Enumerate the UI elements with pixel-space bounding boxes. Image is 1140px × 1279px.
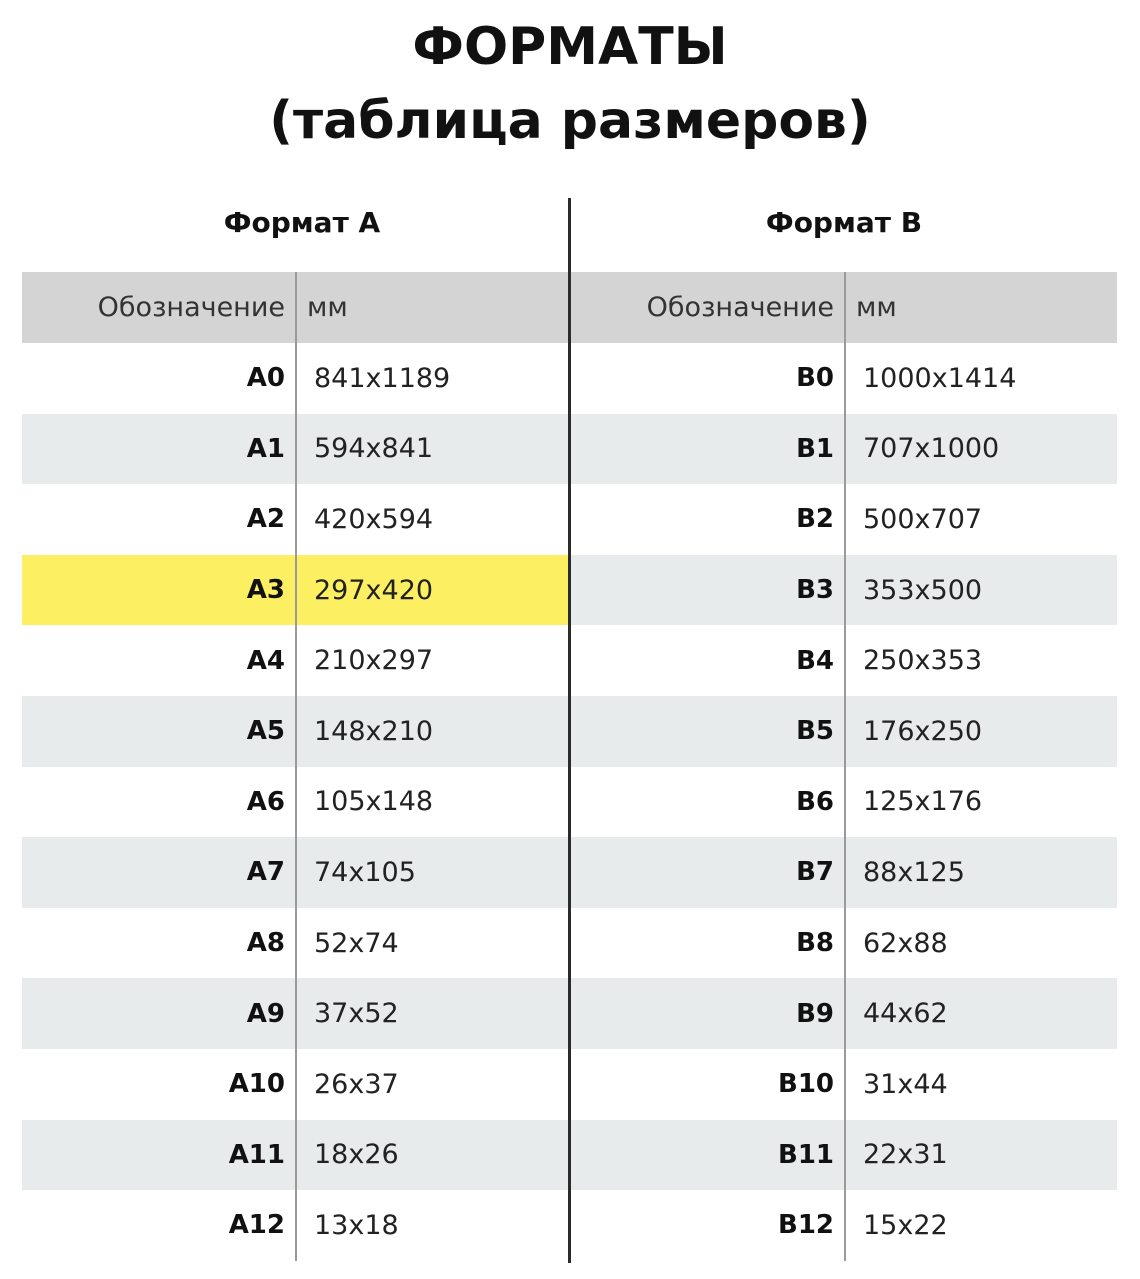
- page-title: ФОРМАТЫ: [412, 17, 728, 77]
- format-code: A3: [246, 575, 285, 606]
- format-a-table: [22, 272, 568, 1261]
- format-code: A11: [228, 1139, 285, 1170]
- format-size: 210x297: [314, 645, 434, 677]
- format-size: 18x26: [314, 1139, 399, 1171]
- format-b-table: [571, 272, 1117, 1261]
- format-code: A5: [246, 716, 285, 747]
- format-size: 52x74: [314, 927, 399, 959]
- format-b-section: [571, 190, 1117, 1265]
- format-code: B8: [796, 928, 834, 959]
- format-code: A7: [246, 857, 285, 888]
- format-code: A9: [246, 998, 285, 1029]
- format-size: 250x353: [863, 645, 983, 677]
- format-size: 1000x1414: [863, 362, 1017, 394]
- format-size: 841x1189: [314, 362, 451, 394]
- column-header-size: мм: [856, 292, 897, 323]
- format-size: 37x52: [314, 998, 399, 1030]
- format-size: 22x31: [863, 1139, 948, 1171]
- format-code: A6: [246, 786, 285, 817]
- format-size: 594x841: [314, 433, 434, 465]
- format-code: A2: [246, 504, 285, 535]
- format-size: 148x210: [314, 715, 434, 747]
- format-size: 420x594: [314, 503, 434, 535]
- format-size: 13x18: [314, 1209, 399, 1241]
- format-size: 88x125: [863, 856, 965, 888]
- format-size: 44x62: [863, 998, 948, 1030]
- format-code: A0: [246, 363, 285, 394]
- format-code: A12: [228, 1210, 285, 1241]
- format-a-title: Формат A: [223, 206, 381, 239]
- format-size: 500x707: [863, 503, 983, 535]
- column-header-code: Обозначение: [97, 292, 285, 323]
- format-code: B2: [796, 504, 834, 535]
- format-size: 62x88: [863, 927, 948, 959]
- column-divider: [295, 272, 297, 1261]
- format-code: A8: [246, 928, 285, 959]
- format-a-section: [22, 190, 568, 1265]
- format-size: 26x37: [314, 1068, 399, 1100]
- format-size: 353x500: [863, 574, 983, 606]
- format-b-title: Формат B: [765, 206, 923, 239]
- format-code: A4: [246, 645, 285, 676]
- format-code: B5: [796, 716, 834, 747]
- format-size: 125x176: [863, 786, 983, 818]
- format-code: B7: [796, 857, 834, 888]
- format-size: 707x1000: [863, 433, 1000, 465]
- format-size: 176x250: [863, 715, 983, 747]
- format-size: 31x44: [863, 1068, 948, 1100]
- format-code: A10: [228, 1069, 285, 1100]
- format-code: B0: [796, 363, 834, 394]
- column-divider: [844, 272, 846, 1261]
- format-size: 74x105: [314, 856, 416, 888]
- format-size: 15x22: [863, 1209, 948, 1241]
- format-code: B6: [796, 786, 834, 817]
- format-code: B1: [796, 433, 834, 464]
- page-subtitle: (таблица размеров): [269, 91, 871, 151]
- column-header-code: Обозначение: [646, 292, 834, 323]
- format-code: B9: [796, 998, 834, 1029]
- format-code: A1: [246, 433, 285, 464]
- column-header-size: мм: [307, 292, 348, 323]
- format-code: B10: [778, 1069, 834, 1100]
- format-code: B11: [778, 1139, 834, 1170]
- format-code: B3: [796, 575, 834, 606]
- format-code: B12: [778, 1210, 834, 1241]
- format-size: 297x420: [314, 574, 434, 606]
- format-size: 105x148: [314, 786, 434, 818]
- format-code: B4: [796, 645, 834, 676]
